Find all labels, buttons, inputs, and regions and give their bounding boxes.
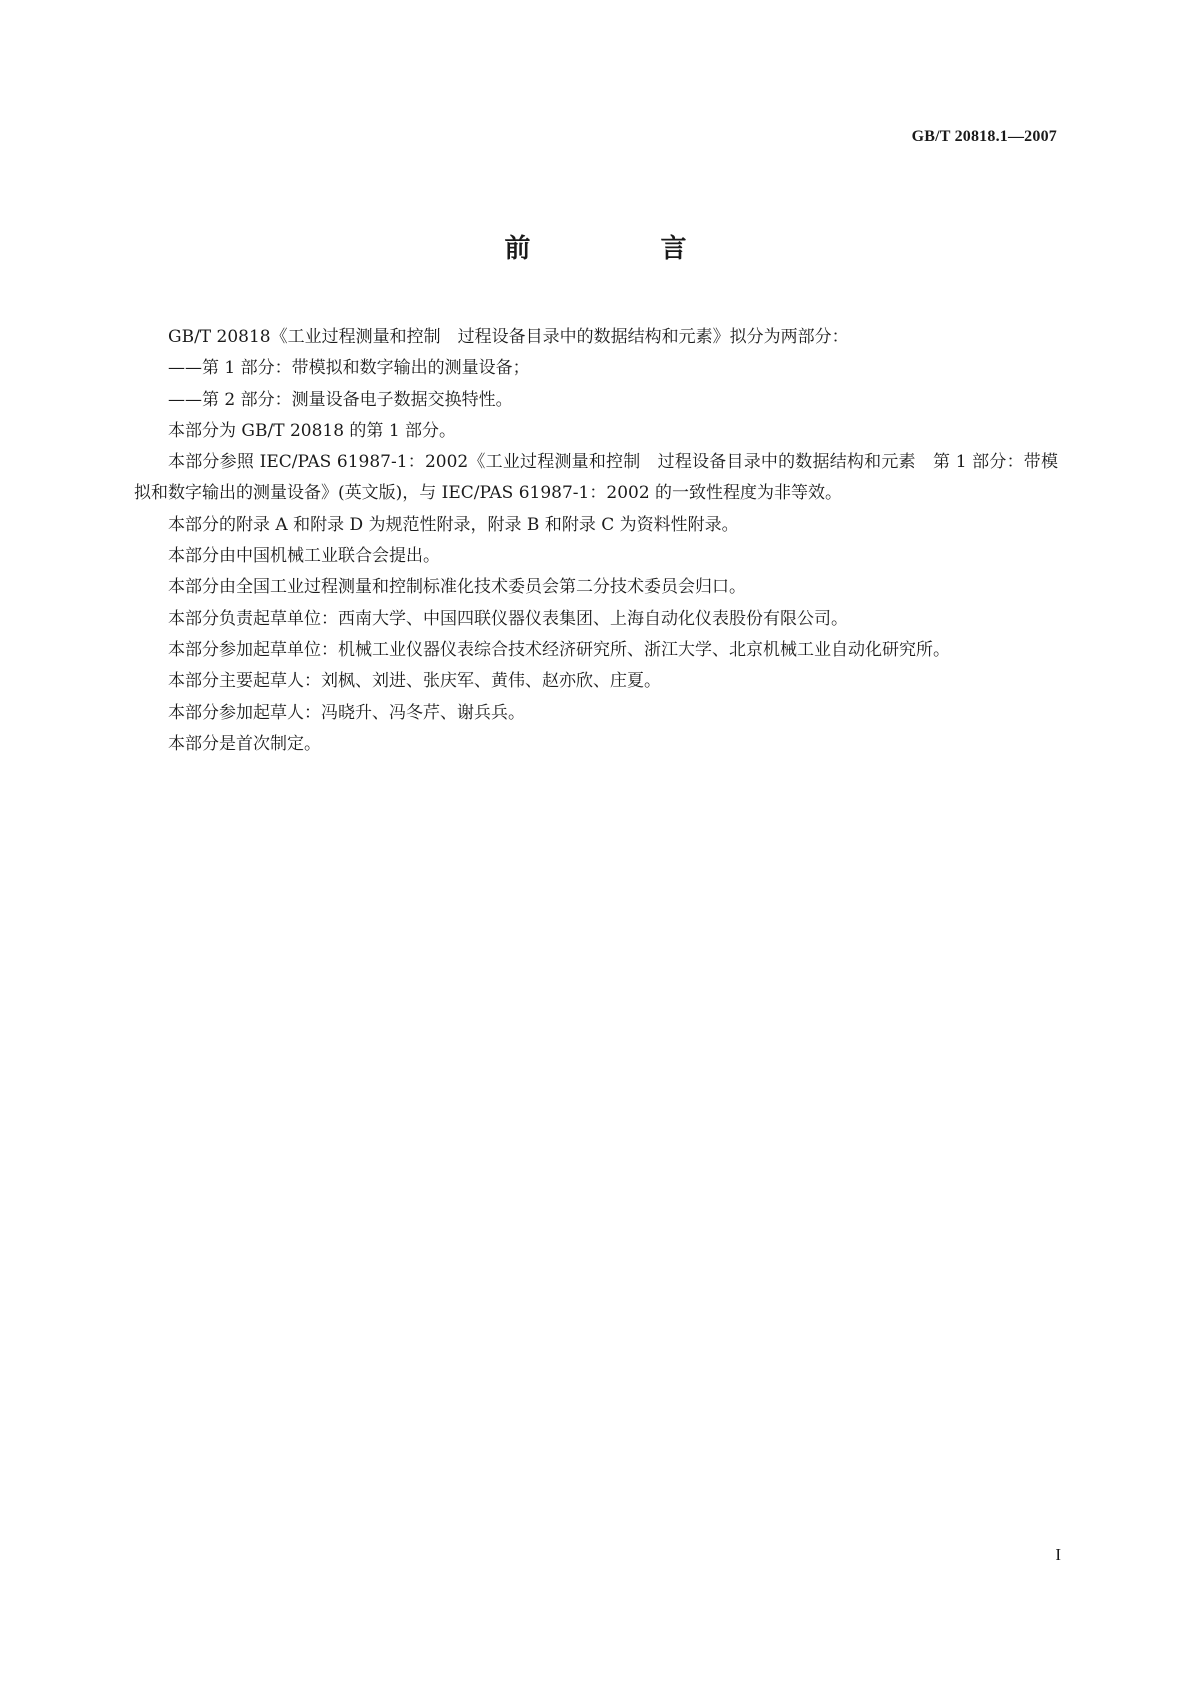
- paragraph-drafting-units: 本部分负责起草单位：西南大学、中国四联仪器仪表集团、上海自动化仪表股份有限公司。: [168, 608, 848, 629]
- page-number: I: [1055, 1545, 1061, 1564]
- page-title: 前 言: [504, 234, 739, 264]
- foreword-body: [134, 322, 1058, 760]
- paragraph-intro: GB/T 20818《工业过程测量和控制 过程设备目录中的数据结构和元素》拟分为两部分：: [168, 327, 849, 347]
- list-item-part2: ——第 2 部分：测量设备电子数据交换特性。: [168, 389, 513, 410]
- paragraph-part-statement: 本部分为 GB/T 20818 的第 1 部分。: [168, 420, 457, 441]
- paragraph-participating-units: 本部分参加起草单位：机械工业仪器仪表综合技术经济研究所、浙江大学、北京机械工业自动化研究所。: [168, 639, 950, 660]
- paragraph-main-drafters: 本部分主要起草人：刘枫、刘进、张庆军、黄伟、赵亦欣、庄夏。: [168, 671, 661, 692]
- paragraph-reference: 本部分参照 IEC/PAS 61987-1：2002《工业过程测量和控制 过程设备目录中的数据结构和元素 第 1 部分：带模拟和数字输出的测量设备》(英文版)，与 IEC/PAS 61987-1：2002 的一致性程度为非等效。: [134, 452, 1058, 504]
- paragraph-participating-drafters: 本部分参加起草人：冯晓升、冯冬芹、谢兵兵。: [168, 702, 525, 723]
- standard-code: GB/T 20818.1—2007: [911, 128, 1057, 145]
- list-item-part1: ——第 1 部分：带模拟和数字输出的测量设备；: [168, 358, 530, 379]
- paragraph-annexes: 本部分的附录 A 和附录 D 为规范性附录，附录 B 和附录 C 为资料性附录。: [168, 514, 739, 535]
- paragraph-proposed-by: 本部分由中国机械工业联合会提出。: [168, 546, 440, 567]
- paragraph-first-edition: 本部分是首次制定。: [168, 733, 321, 754]
- paragraph-under-jurisdiction: 本部分由全国工业过程测量和控制标准化技术委员会第二分技术委员会归口。: [168, 577, 746, 598]
